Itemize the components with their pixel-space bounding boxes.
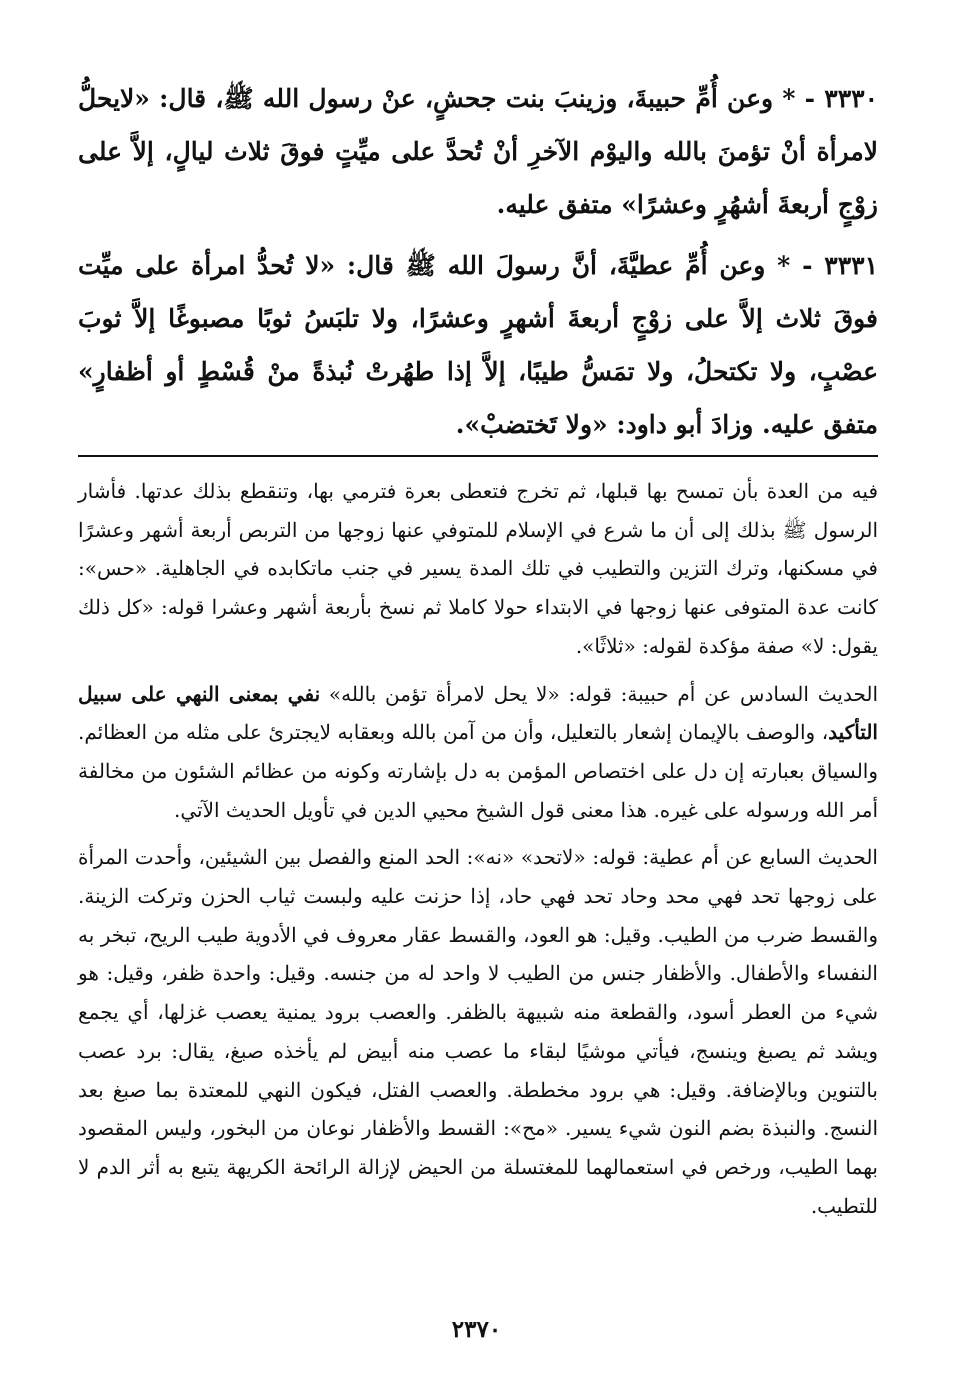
commentary-paragraph xyxy=(78,838,878,1225)
commentary xyxy=(78,472,878,1234)
hadith-3331: ٣٣٣١ - * وعن أُمِّ عطيَّةَ، أنَّ رسولَ الله ﷺ قال: «لا تُحدُّ امرأة على ميِّت فوقَ ثلاث إلاَّ على زوْجٍ أربعةَ أشهرٍ وعشرًا، ولا تلبَسُ ثوبًا مصبوغًا إلاَّ ثوبَ عصْبٍ، ولا تكتحلُ، ولا تمَسُّ طيبًا، إلاَّ إذا طهُرتْ نُبذةً منْ قُسْطٍ أو أظفارٍ» متفق عليه. وزادَ أبو داود: «ولا تَختضبْ». xyxy=(78,251,878,439)
main-text xyxy=(78,72,878,451)
hadith-3330: ٣٣٣٠ - * وعن أُمِّ حبيبةَ، وزينبَ بنت جحشٍ، عنْ رسول الله ﷺ، قال: «لايحلُّ لامرأة أنْ تؤمنَ بالله واليوْم الآخرِ أنْ تُحدَّ على ميِّتٍ فوقَ ثلاث ليالٍ، إلاَّ على زوْجٍ أربعةَ أشهُرٍ وعشرًا» متفق عليه. xyxy=(78,84,878,219)
page-number: ٢٣٧٠ xyxy=(451,1316,502,1343)
commentary-paragraph xyxy=(78,675,878,830)
commentary-text: الحديث السابع عن أم عطية: قوله: «لاتحد» «نه»: الحد المنع والفصل بين الشيئين، وأحدت المرأة على زوجها تحد فهي محد وحاد تحد فهي حاد، إذا حزنت عليه ولبست ثياب الحزن وتركت الزينة. والقسط ضرب من الطيب. وقيل: هو العود، والقسط عقار معروف في الأدوية طيب الريح، تبخر به النفساء والأطفال. والأظفار جنس من الطيب لا واحد له من جنسه. وقيل: واحدة ظفر، وقيل: هو شيء من العطر أسود، والقطعة منه شبيهة بالظفر. والعصب برود يمنية يعصب غزلها، أي يجمع ويشد ثم يصبغ وينسج، فيأتي موشيًا لبقاء ما عصب منه أبيض لم يأخذه صبغ، يقال: برد عصب بالتنوين وبالإضافة. وقيل: هي برود مخططة. والعصب الفتل، فيكون النهي للمعتدة بما صبغ بعد النسج. والنبذة بضم النون شيء يسير. «مح»: القسط والأظفار نوعان من البخور، وليس المقصود بهما الطيب، ورخص في استعمالهما للمغتسلة من الحيض لإزالة الرائحة الكريهة يتبع به أثر الدم لا للتطيب. xyxy=(78,845,878,1218)
commentary-paragraph xyxy=(78,472,878,666)
commentary-emphasis: نفي بمعنى النهي على سبيل التأكيد xyxy=(78,681,878,745)
commentary-text: الحديث السادس عن أم حبيبة: قوله: «لا يحل لامرأة تؤمن بالله» xyxy=(320,681,878,706)
commentary-text: فيه من العدة بأن تمسح بها قبلها، ثم تخرج فتعطى بعرة فترمي بها، وتنقطع بذلك عدتها. فأشار الرسول ﷺ بذلك إلى أن ما شرع في الإسلام للمتوفي عنها زوجها من التربص أربعة أشهر وعشرًا في مسكنها، وترك التزين والتطيب في تلك المدة يسير في جنب ماتكابده في الجاهلية. «حس»: كانت عدة المتوفى عنها زوجها في الابتداء حولا كاملا ثم نسخ بأربعة أشهر وعشرا قوله: «كل ذلك يقول: لا» صفة مؤكدة لقوله: «ثلاثًا». xyxy=(78,479,878,658)
footnote-divider xyxy=(78,455,878,457)
commentary-text: ، والوصف بالإيمان إشعار بالتعليل، وأن من آمن بالله وبعقابه لايجترئ على مثله من العظائم. والسياق بعبارته إن دل على اختصاص المؤمن به دل بإشارته وكونه من عظائم الشئون من مخالفة أمر الله ورسوله على غيره. هذا معنى قول الشيخ محيي الدين في تأويل الحديث الآتي. xyxy=(78,720,878,822)
